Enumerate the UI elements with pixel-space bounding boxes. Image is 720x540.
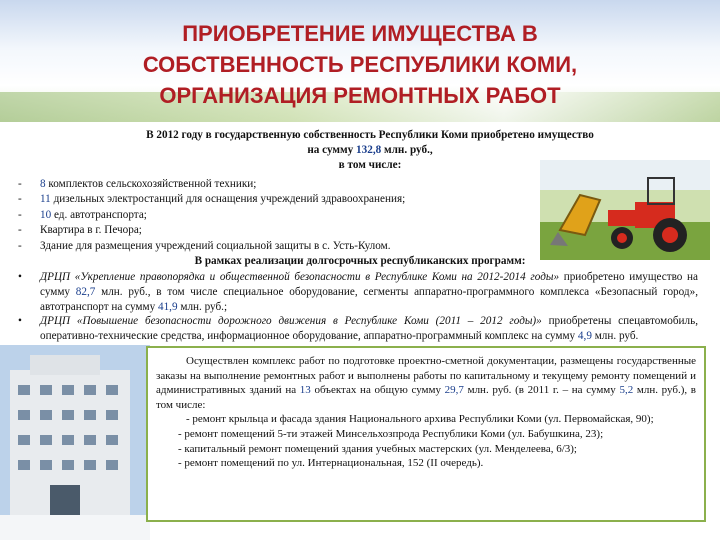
page-title (60, 18, 660, 111)
program-name: ДРЦП «Укрепление правопорядка и общественной безопасности в Республике Коми на 2012-2014 годы» (40, 271, 560, 283)
dash-marker: - (18, 239, 22, 252)
list-item (18, 223, 370, 238)
program-text: млн. руб., в том числе специальное оборудование, сегменты аппаратно-программного комплекса «Безопасный город», автотранспорт на сумму (40, 285, 698, 313)
dash-marker: - (18, 178, 22, 190)
item-count: 8 (40, 178, 46, 190)
objects-count: 13 (299, 384, 311, 397)
box-text: Осуществлен комплекс работ по подготовке проектно-сметной документации, размещены государственные заказы на выполнение ремонтных работ и выполнены работы по капитальному и текущему ремонту помещений и административных зданий на (156, 355, 696, 397)
intro-line-2 (40, 143, 700, 158)
repair-item: - ремонт крыльца и фасада здания Национального архива Республики Коми (ул. Первомайская, 90); (186, 413, 654, 426)
item-count: 10 (40, 208, 52, 221)
list-item (18, 192, 480, 207)
item-text: Здание для размещения учреждений социальной защиты в с. Усть-Кулом. (40, 239, 391, 252)
program-amount: 4,9 (577, 330, 592, 343)
item-text: ед. автотранспорта; (51, 208, 147, 221)
dash-marker: - (18, 224, 22, 237)
intro-text: на сумму (307, 144, 357, 156)
program-amount: 41,9 (157, 300, 178, 313)
list-item (18, 208, 370, 223)
program-text: млн. руб. (591, 330, 639, 343)
item-count: 11 (40, 193, 51, 206)
program-text: приобретены спецавтомобиль, оперативно-технические средства, информационное оборудование, аппаратно-программный комплекс на сумму (40, 315, 698, 343)
title-line-2: СОБСТВЕННОСТЬ РЕСПУБЛИКИ КОМИ, (142, 52, 578, 77)
repair-summary (156, 354, 696, 412)
list-item (18, 239, 480, 254)
dash-marker: - (18, 208, 22, 221)
box-text: млн. руб. (в 2011 г. – на сумму (463, 384, 620, 397)
bullet-marker: • (18, 271, 22, 283)
intro-text: млн. руб., (381, 144, 433, 156)
tractor-photo (540, 160, 710, 260)
program-name: ДРЦП «Повышение безопасности дорожного движения в Республике Коми (2011 – 2012 годы)» (40, 315, 542, 328)
intro-line-3: в том числе: (338, 159, 402, 171)
item-text: Квартира в г. Печора; (40, 224, 142, 237)
repair-amount: 29,7 (444, 384, 464, 397)
list-item (18, 177, 370, 192)
title-line-3: ОРГАНИЗАЦИЯ РЕМОНТНЫХ РАБОТ (159, 83, 561, 108)
total-amount: 132,8 (356, 144, 382, 156)
bullet-marker: • (18, 315, 22, 328)
box-text: млн. руб.), в том числе: (156, 384, 696, 411)
program-item (18, 314, 698, 344)
repair-item: - капитальный ремонт помещений здания учебных мастерских (ул. Менделеева, 6/3); (178, 442, 577, 455)
repair-item: - ремонт помещений по ул. Интернациональная, 152 (II очередь). (178, 457, 484, 470)
intro-line-1: В 2012 году в государственную собственность Республики Коми приобретено имущество (146, 129, 594, 141)
item-text: дизельных электростанций для оснащения учреждений здравоохранения; (50, 193, 406, 206)
dash-marker: - (18, 193, 22, 206)
program-amount: 82,7 (75, 285, 96, 298)
building-photo (0, 345, 150, 540)
repair-works-box (146, 346, 706, 522)
repair-item: - ремонт помещений 5-ти этажей Минсельхозпрода Республики Коми (ул. Бабушкина, 23); (178, 427, 604, 440)
box-text: объектах на общую сумму (310, 384, 445, 397)
programs-list (18, 270, 698, 344)
program-text: млн. руб.; (177, 300, 228, 313)
program-item (18, 270, 698, 314)
title-line-1: ПРИОБРЕТЕНИЕ ИМУЩЕСТВА В (182, 21, 538, 46)
repair-amount-2011: 5,2 (619, 384, 634, 397)
program-text: приобретено имущество на сумму (40, 271, 699, 298)
programs-subheading: В рамках реализации долгосрочных республиканских программ: (194, 255, 526, 267)
item-text: комплектов сельскохозяйственной техники; (45, 178, 257, 190)
